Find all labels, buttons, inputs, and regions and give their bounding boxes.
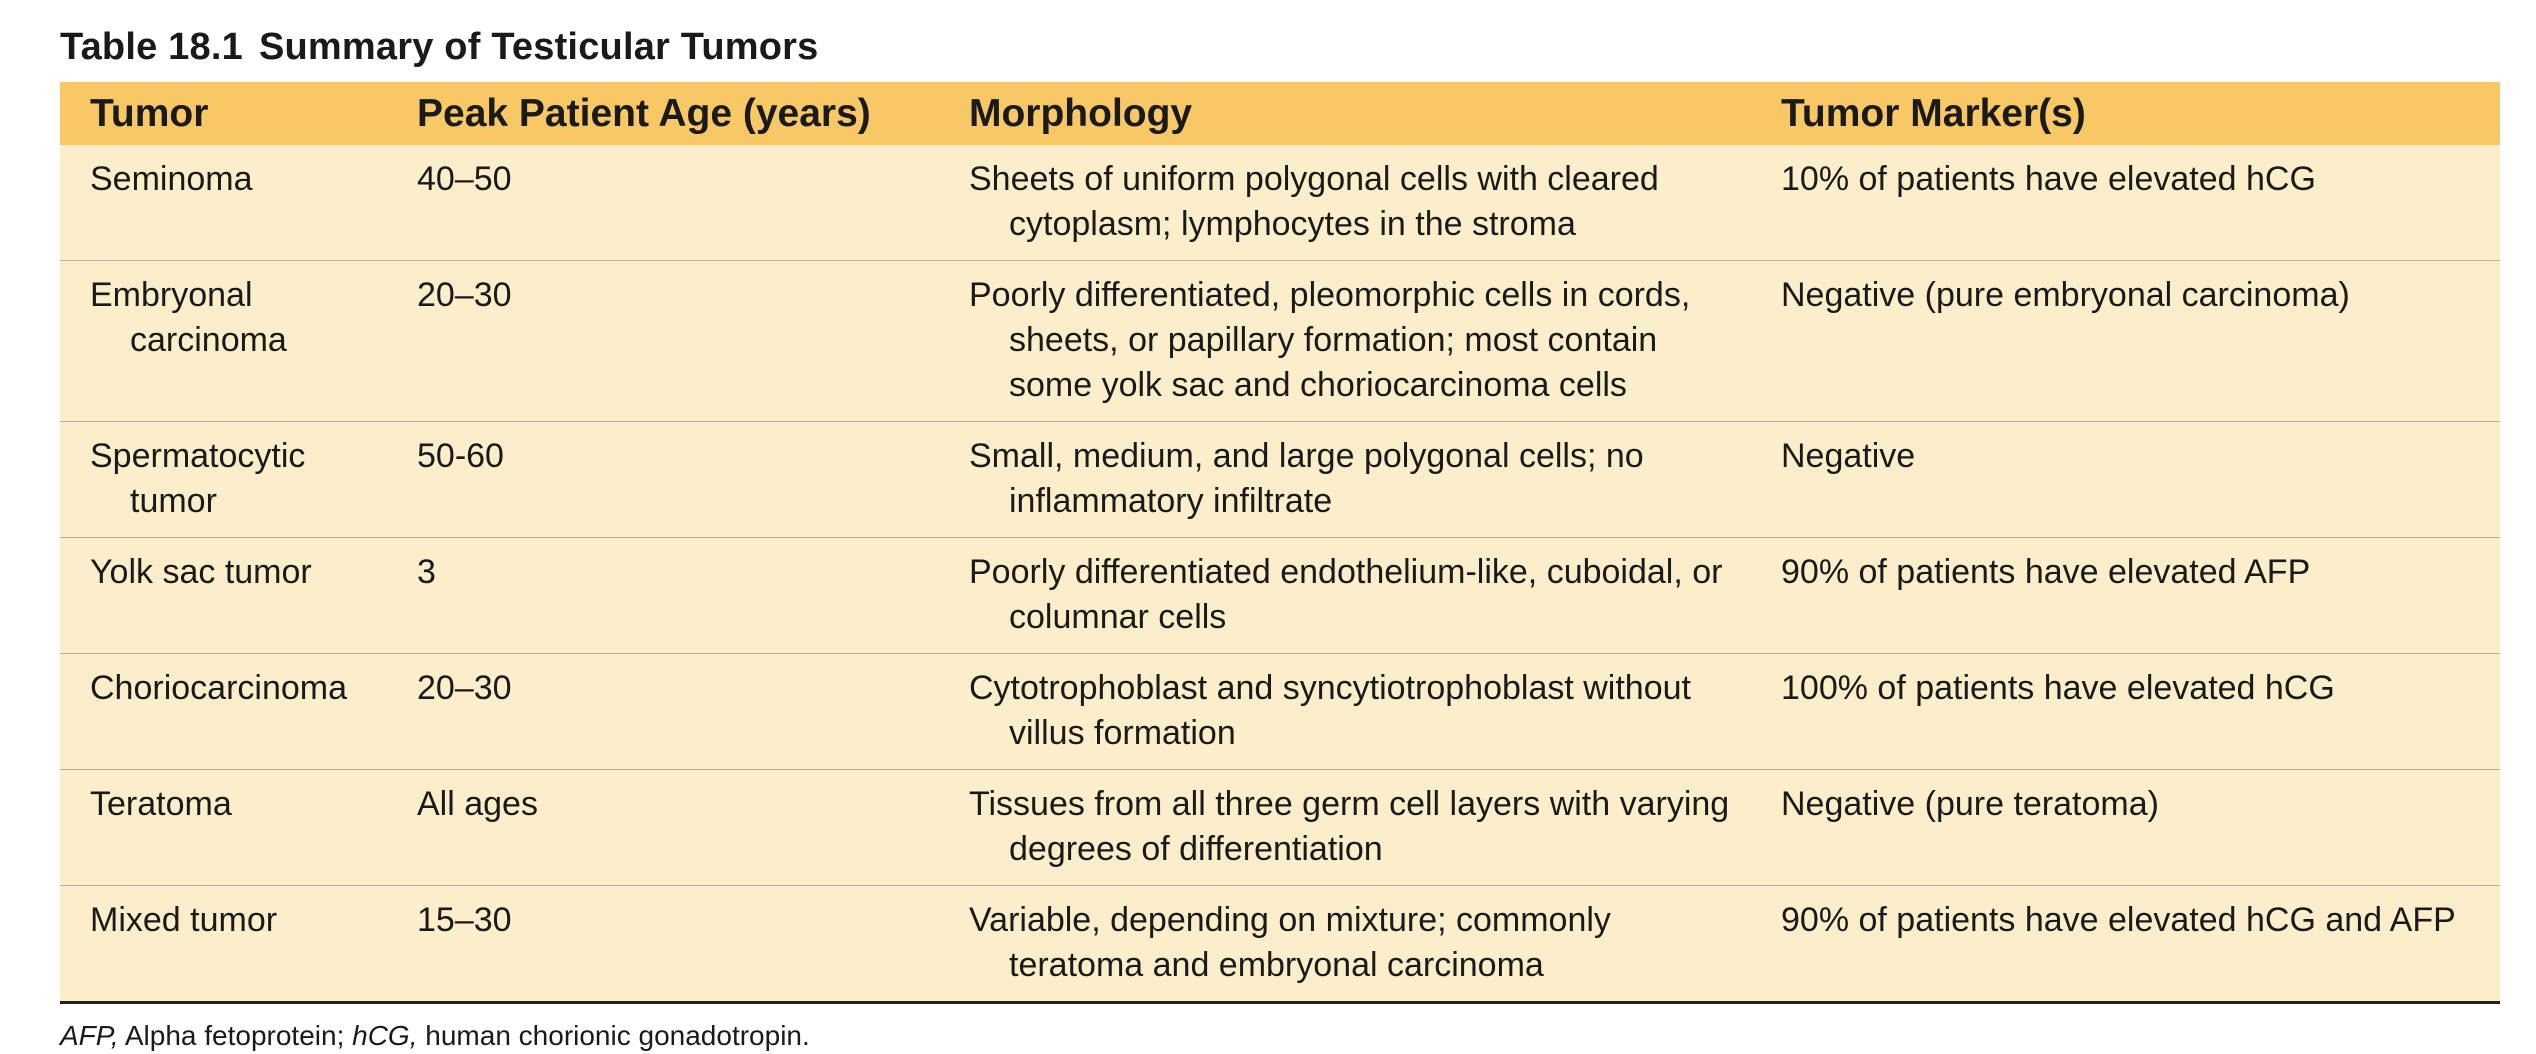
table-figure xyxy=(60,22,2500,1054)
cell-morphology: Poorly differentiated endothelium-like, cuboidal, or columnar cells xyxy=(969,553,1723,636)
footnote-abbr-hcg: hCG, xyxy=(352,1020,418,1051)
footnote-def-afp: Alpha fetoprotein; xyxy=(124,1020,345,1051)
table-row xyxy=(60,654,2500,770)
cell-tumor: Teratoma xyxy=(90,785,232,823)
table-header-row xyxy=(60,82,2500,145)
footnote-def-hcg: human chorionic gonadotropin. xyxy=(425,1020,810,1051)
tumor-table xyxy=(60,82,2500,1004)
cell-age: 20–30 xyxy=(417,276,512,314)
table-row xyxy=(60,261,2500,422)
table-row xyxy=(60,886,2500,1003)
header-age: Peak Patient Age (years) xyxy=(417,91,871,135)
cell-markers: Negative (pure embryonal carcinoma) xyxy=(1781,276,2350,314)
table-row xyxy=(60,145,2500,261)
cell-tumor: Choriocarcinoma xyxy=(90,669,347,707)
table-row xyxy=(60,770,2500,886)
table-row xyxy=(60,422,2500,538)
cell-age: 40–50 xyxy=(417,160,512,198)
table-footnote xyxy=(60,1018,2500,1054)
cell-markers: 90% of patients have elevated hCG and AFP xyxy=(1781,901,2456,939)
cell-tumor: Spermatocytic tumor xyxy=(90,437,306,520)
cell-markers: 90% of patients have elevated AFP xyxy=(1781,553,2311,591)
cell-markers: Negative (pure teratoma) xyxy=(1781,785,2159,823)
cell-markers: Negative xyxy=(1781,437,1916,475)
cell-morphology: Sheets of uniform polygonal cells with cleared cytoplasm; lymphocytes in the stroma xyxy=(969,160,1659,243)
cell-morphology: Variable, depending on mixture; commonly teratoma and embryonal carcinoma xyxy=(969,901,1611,984)
table-title: Summary of Testicular Tumors xyxy=(258,26,819,68)
cell-morphology: Small, medium, and large polygonal cells; no inflammatory infiltrate xyxy=(969,437,1644,520)
cell-age: All ages xyxy=(417,785,538,823)
cell-tumor: Mixed tumor xyxy=(90,901,278,939)
table-number: Table 18.1 xyxy=(60,26,243,68)
cell-morphology: Cytotrophoblast and syncytiotrophoblast without villus formation xyxy=(969,669,1691,752)
cell-markers: 100% of patients have elevated hCG xyxy=(1781,669,2335,707)
cell-tumor: Seminoma xyxy=(90,160,253,198)
header-morphology: Morphology xyxy=(969,91,1193,135)
cell-tumor: Embryonal carcinoma xyxy=(90,276,287,359)
cell-morphology: Tissues from all three germ cell layers with varying degrees of differentiation xyxy=(969,785,1730,868)
table-row xyxy=(60,538,2500,654)
cell-age: 20–30 xyxy=(417,669,512,707)
cell-morphology: Poorly differentiated, pleomorphic cells in cords, sheets, or papillary formation; most contain some yolk sac and choriocarcinoma cells xyxy=(969,276,1691,404)
cell-age: 15–30 xyxy=(417,901,512,939)
cell-tumor: Yolk sac tumor xyxy=(90,553,312,591)
header-markers: Tumor Marker(s) xyxy=(1781,91,2086,135)
cell-age: 3 xyxy=(417,553,436,591)
table-caption xyxy=(60,22,2500,82)
cell-markers: 10% of patients have elevated hCG xyxy=(1781,160,2316,198)
cell-age: 50-60 xyxy=(417,437,504,475)
header-tumor: Tumor xyxy=(90,91,209,135)
footnote-abbr-afp: AFP, xyxy=(60,1020,119,1051)
